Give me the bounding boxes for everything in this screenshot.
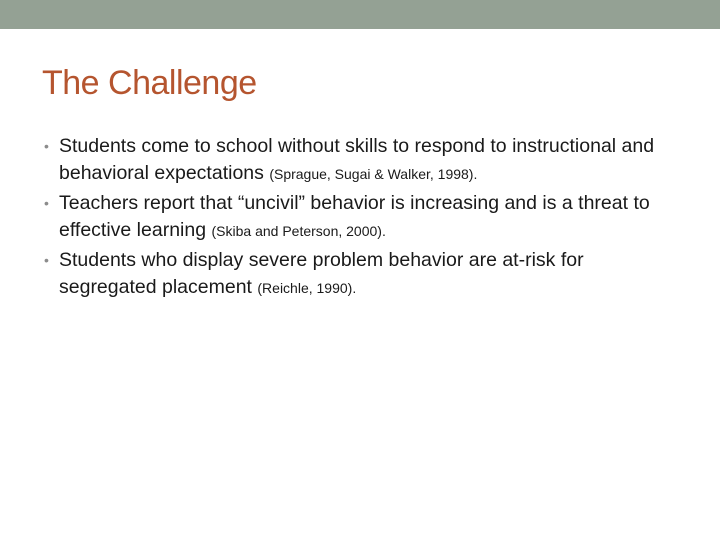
bullet-citation: (Reichle, 1990). xyxy=(257,280,357,296)
bullet-text: Students who display severe problem behavior are at-risk for segregated placement xyxy=(59,249,584,298)
bullet-citation: (Skiba and Peterson, 2000). xyxy=(211,223,386,239)
top-accent-bar xyxy=(0,0,720,29)
bullet-text: Teachers report that “uncivil” behavior is increasing and is a threat to effective learning xyxy=(59,192,650,241)
bullet-text: Students come to school without skills to respond to instructional and behavioral expectations xyxy=(59,135,655,184)
bullet-marker: • xyxy=(44,195,49,211)
bullet-list xyxy=(44,133,684,304)
slide-title: The Challenge xyxy=(42,64,257,102)
bullet-item-2 xyxy=(44,190,684,245)
bullet-item-3 xyxy=(44,247,684,302)
bullet-marker: • xyxy=(44,138,49,154)
bullet-marker: • xyxy=(44,252,49,268)
bullet-item-1 xyxy=(44,133,684,188)
bullet-citation: (Sprague, Sugai & Walker, 1998). xyxy=(269,166,478,182)
